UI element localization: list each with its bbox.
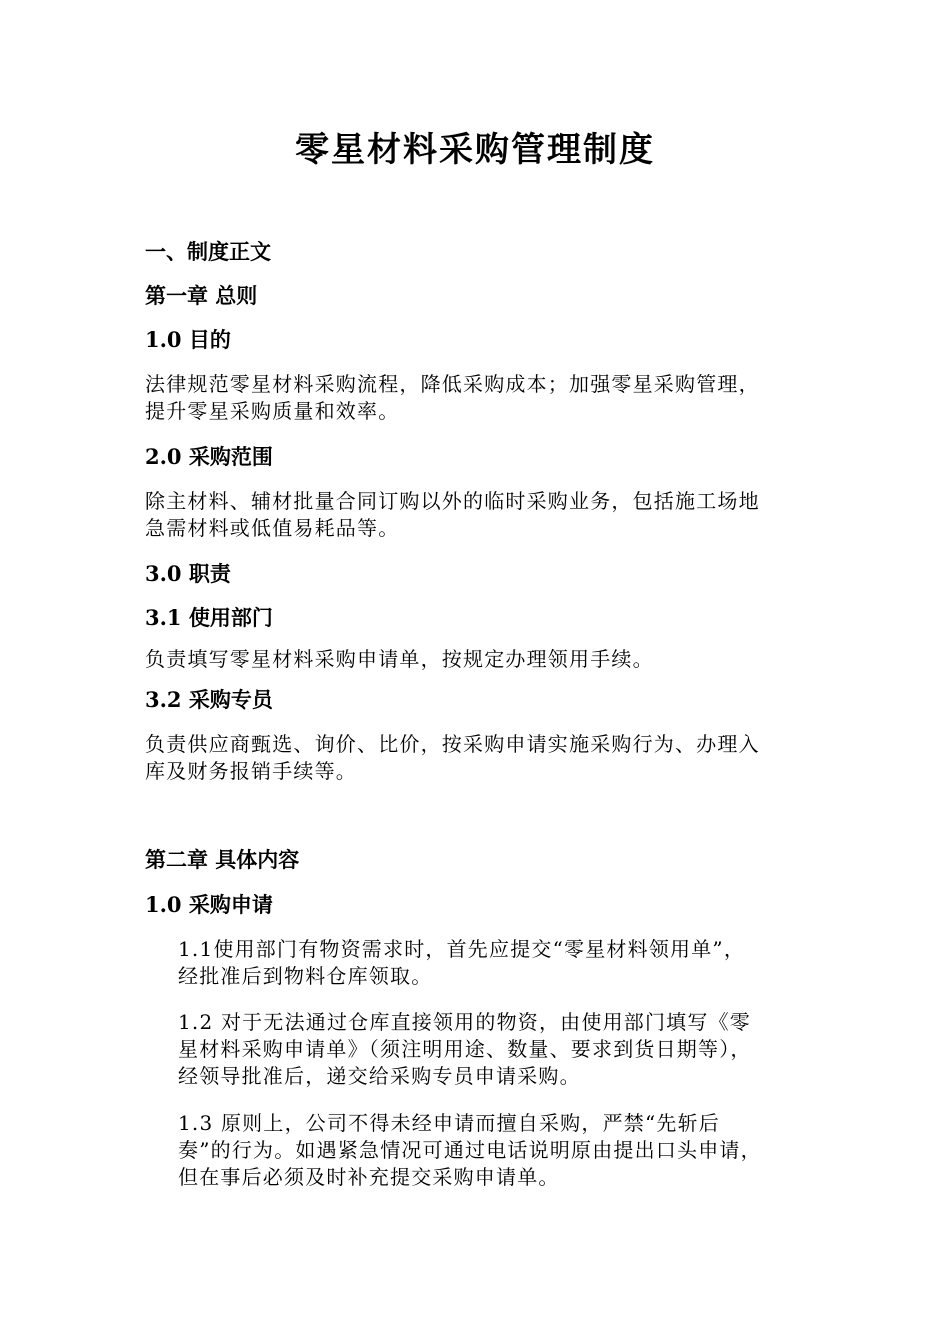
- purpose-paragraph: [145, 371, 810, 425]
- duties-heading: 3.0 职责: [145, 561, 231, 586]
- application-item-1: [178, 936, 810, 990]
- scope-line-2: 急需材料或低值易耗品等。: [145, 516, 400, 540]
- dept-paragraph: [145, 646, 810, 673]
- item3-line-2: 奏”的行为。如遇紧急情况可通过电话说明原由提出口头申请，: [178, 1138, 762, 1162]
- chapter2-heading: 第二章 具体内容: [145, 847, 300, 872]
- item2-line-1: 1.2 对于无法通过仓库直接领用的物资，由使用部门填写《零: [178, 1010, 751, 1034]
- document-title: 零星材料采购管理制度: [295, 130, 655, 170]
- buyer-heading: 3.2 采购专员: [145, 687, 273, 712]
- item3-line-1: 1.3 原则上，公司不得未经申请而擅自采购，严禁“先斩后: [178, 1111, 720, 1135]
- scope-line-1: 除主材料、辅材批量合同订购以外的临时采购业务，包括施工场地: [145, 489, 760, 513]
- item3-line-3: 但在事后必须及时补充提交采购申请单。: [178, 1165, 560, 1189]
- item2-line-2: 星材料采购申请单》（须注明用途、数量、要求到货日期等），: [178, 1037, 752, 1061]
- buyer-paragraph: [145, 731, 810, 785]
- dept-line-1: 负责填写零星材料采购申请单，按规定办理领用手续。: [145, 647, 654, 671]
- application-heading: 1.0 采购申请: [145, 892, 273, 917]
- buyer-line-1: 负责供应商甄选、询价、比价，按采购申请实施采购行为、办理入: [145, 732, 760, 756]
- item2-line-3: 经领导批准后，递交给采购专员申请采购。: [178, 1064, 581, 1088]
- dept-heading: 3.1 使用部门: [145, 605, 273, 630]
- item1-line-1: 1.1使用部门有物资需求时，首先应提交“零星材料领用单”，: [178, 937, 746, 961]
- scope-heading: 2.0 采购范围: [145, 444, 273, 469]
- application-item-2: [178, 1009, 810, 1090]
- purpose-line-2: 提升零星采购质量和效率。: [145, 399, 400, 423]
- item1-line-2: 经批准后到物料仓库领取。: [178, 964, 433, 988]
- application-item-3: [178, 1110, 810, 1191]
- section-heading-main: 一、制度正文: [145, 239, 271, 264]
- purpose-heading: 1.0 目的: [145, 327, 231, 352]
- buyer-line-2: 库及财务报销手续等。: [145, 759, 357, 783]
- purpose-line-1: 法律规范零星材料采购流程，降低采购成本；加强零星采购管理，: [145, 372, 760, 396]
- scope-paragraph: [145, 488, 810, 542]
- chapter1-heading: 第一章 总则: [145, 283, 258, 308]
